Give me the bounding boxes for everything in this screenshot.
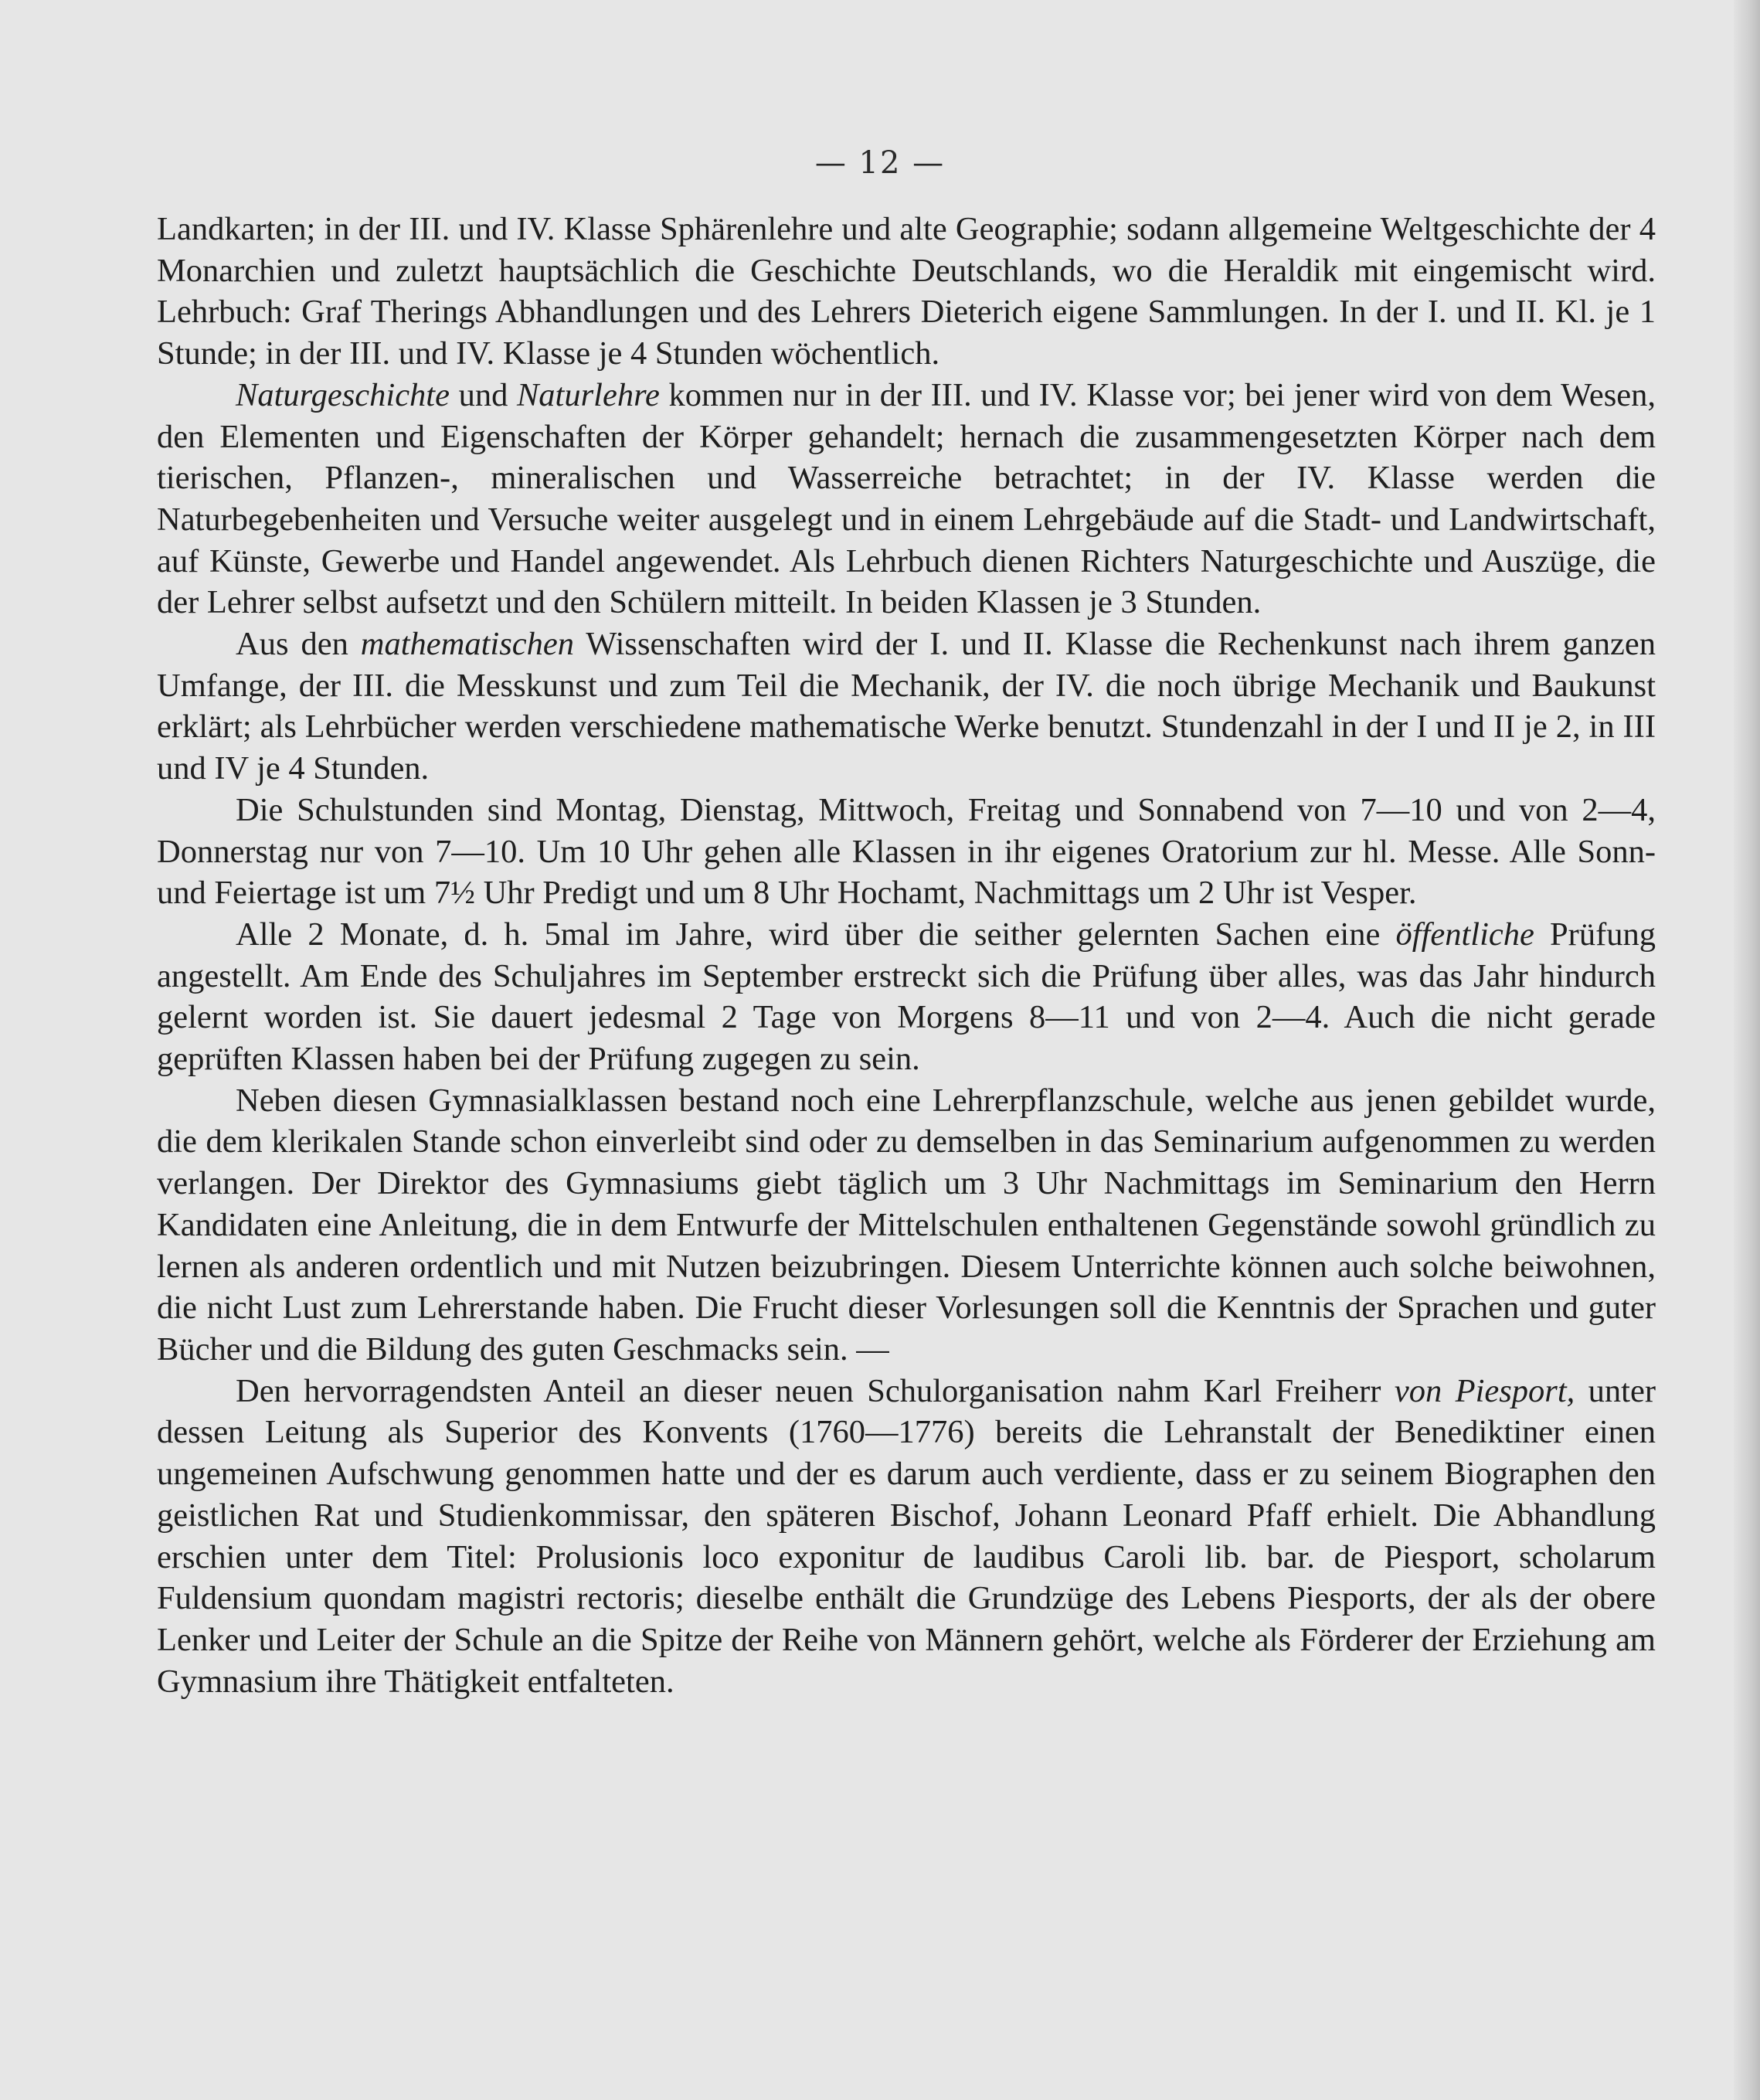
italic-term: öffentliche [1395, 916, 1534, 953]
paragraph-examinations: Alle 2 Monate, d. h. 5mal im Jahre, wird über die seither gelernten Sachen eine öffentliche Prüfung angestellt. Am Ende des Schuljahres im September erstreckt sich die Prüfung über alles, was das Jahr hindurch gelernt worden ist. Sie dauert jedesmal 2 Tage von Morgens 8—11 und von 2—4. Auch die nicht gerade geprüften Klassen haben bei der Prüfung zugegen zu sein. [157, 916, 1656, 1078]
body-text [157, 209, 1656, 1702]
italic-term: Naturgeschichte [236, 376, 450, 413]
page-number: — 12 — [814, 145, 946, 181]
italic-term: mathematischen [360, 626, 574, 663]
paragraph-schedule: Die Schulstunden sind Montag, Dienstag, Mittwoch, Freitag und Sonnabend von 7—10 und von 2—4, Donnerstag nur von 7—10. Um 10 Uhr gehen alle Klassen in ihr eigenes Oratorium zur hl. Messe. Alle Sonn- und Feiertage ist um 7½ Uhr Predigt und um 8 Uhr Hochamt, Nachmittags um 2 Uhr ist Vesper. [157, 791, 1656, 912]
paragraph-mathematics: Aus den mathematischen Wissenschaften wird der I. und II. Klasse die Rechenkunst nach ihrem ganzen Umfange, der III. die Messkunst und zum Teil die Mechanik, der IV. die noch übrige Mechanik und Baukunst erklärt; als Lehrbücher werden verschiedene mathematische Werke benutzt. Stundenzahl in der I und II je 2, in III und IV je 4 Stunden. [157, 626, 1656, 787]
page-edge-shadow [1734, 0, 1760, 2100]
paragraph-history: Landkarten; in der III. und IV. Klasse Sphärenlehre und alte Geographie; sodann allgemeine Weltgeschichte der 4 Monarchien und zuletzt hauptsächlich die Geschichte Deutschlands, wo die Heraldik mit eingemischt wird. Lehrbuch: Graf Therings Abhandlungen und des Lehrers Dieterich eigene Sammlungen. In der I. und II. Kl. je 1 Stunde; in der III. und IV. Klasse je 4 Stunden wöchentlich. [157, 211, 1656, 372]
paragraph-teacher-school: Neben diesen Gymnasialklassen bestand noch eine Lehrerpflanzschule, welche aus jenen gebildet wurde, die dem klerikalen Stande schon einverleibt sind oder zu demselben in das Seminarium aufgenommen zu werden verlangen. Der Direktor des Gymnasiums giebt täglich um 3 Uhr Nachmittags im Seminarium den Herrn Kandidaten eine Anleitung, die in dem Entwurfe der Mittelschulen enthaltenen Gegenstände sowohl gründlich zu lernen als anderen ordentlich und mit Nutzen beizubringen. Diesem Unterrichte können auch solche beiwohnen, die nicht Lust zum Lehrerstande haben. Die Frucht dieser Vorlesungen soll die Kenntnis der Sprachen und guter Bücher und die Bildung des guten Geschmacks sein. — [157, 1082, 1656, 1368]
italic-term: von Piesport, [1394, 1372, 1575, 1409]
paragraph-natural-science: Naturgeschichte und Naturlehre kommen nur in der III. und IV. Klasse vor; bei jener wird von dem Wesen, den Elementen und Eigenschaften der Körper gehandelt; hernach die zusammengesetzten Körper nach dem tierischen, Pflanzen-, mineralischen und Wasserreiche betrachtet; in der IV. Klasse werden die Naturbegebenheiten und Versuche weiter ausgelegt und in einem Lehrgebäude auf die Stadt- und Landwirtschaft, auf Künste, Gewerbe und Handel angewendet. Als Lehrbuch dienen Richters Naturgeschichte und Auszüge, die der Lehrer selbst aufsetzt und den Schülern mitteilt. In beiden Klassen je 3 Stunden. [157, 376, 1656, 621]
italic-term: Naturlehre [516, 376, 660, 413]
paragraph-piesport: Den hervorragendsten Anteil an dieser neuen Schulorganisation nahm Karl Freiherr von Piesport, unter dessen Leitung als Superior des Konvents (1760—1776) bereits die Lehranstalt der Benediktiner einen ungemeinen Aufschwung genommen hatte und der es darum auch verdiente, dass er zu seinem Biographen den geistlichen Rat und Studienkommissar, den späteren Bischof, Johann Leonard Pfaff erhielt. Die Abhandlung erschien unter dem Titel: Prolusionis loco exponitur de laudibus Caroli lib. bar. de Piesport, scholarum Fuldensium quondam magistri rectoris; dieselbe enthält die Grundzüge des Lebens Piesports, der als der obere Lenker und Leiter der Schule an die Spitze der Reihe von Männern gehört, welche als Förderer der Erziehung am Gymnasium ihre Thätigkeit entfalteten. [157, 1372, 1656, 1700]
